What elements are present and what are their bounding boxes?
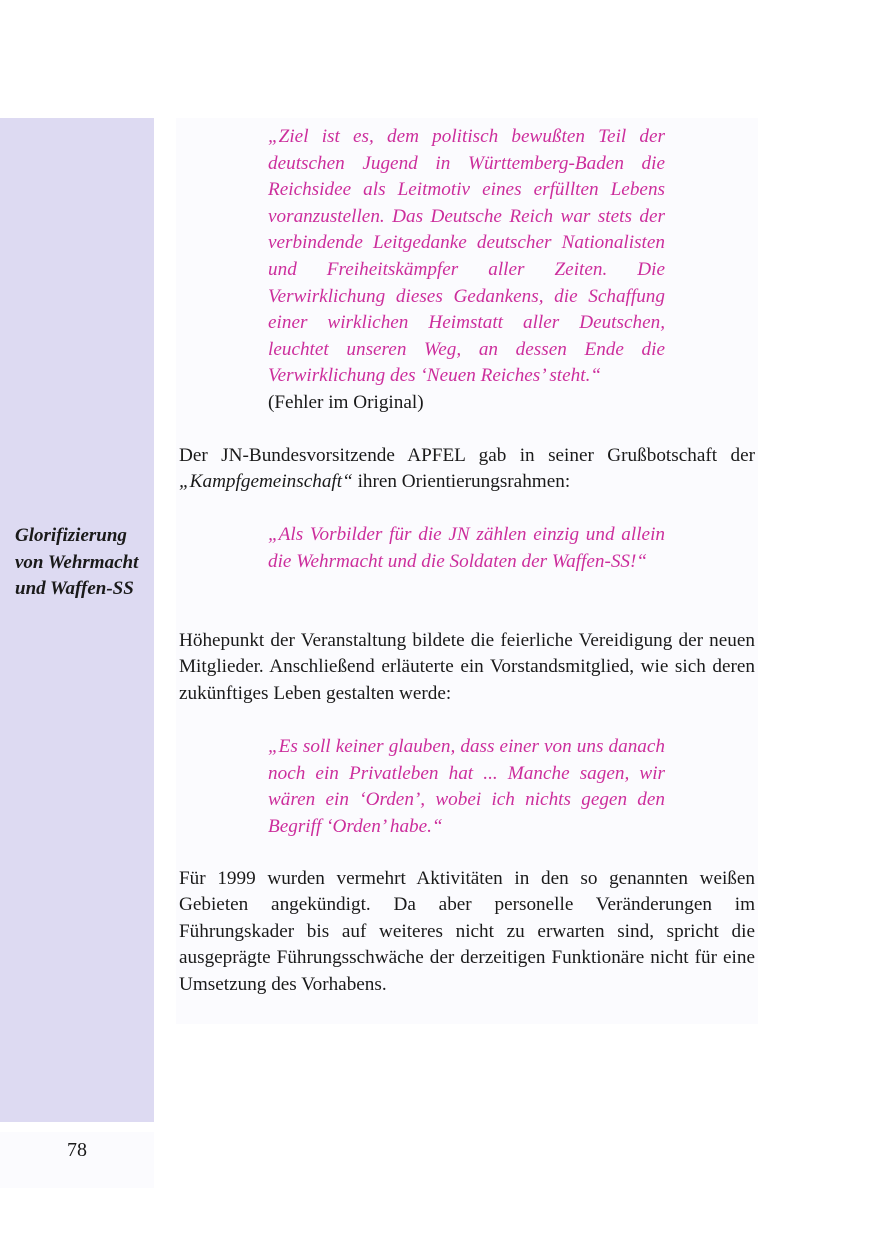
paragraph-italic: „Kampfgemeinschaft“ [179,471,353,493]
quote-vorbilder: „Als Vorbilder für die JN zählen einzig und allein die Wehrmacht und die Soldaten der Waffen-SS!“ [268,524,665,572]
margin-note-line: von Wehrmacht [15,551,139,573]
quote-note: (Fehler im Original) [268,392,424,413]
sidebar-panel [0,118,154,1122]
margin-note-line: Glorifizierung [15,525,127,546]
paragraph-text: ihren Orientierungsrahmen: [352,471,571,493]
paragraph-1999: Für 1999 wurden vermehrt Aktivitäten in den so genannten weißen Gebieten angekündigt. Da aber personelle Veränderungen im Führungskader bis auf weiteres nicht zu erwarten sind, spricht die ausgeprägte Führungsschwäche der derzeitigen Funktionäre nicht für eine Umsetzung des Vorhabens. [179,868,755,995]
margin-note [15,523,155,603]
quote-reichsidee: „Ziel ist es, dem politisch bewußten Teil der deutschen Jugend in Württemberg-Baden die Reichsidee als Leitmotiv eines erfüllten Lebens voranzustellen. Das Deutsche Reich war stets der verbindende Leitgedanke deutscher Nationalisten und Freiheitskämpfer aller Zeiten. Die Verwirklichung dieses Gedankens, die Schaffung einer wirklichen Heimstatt aller Deutschen, leuchtet unseren Weg, an dessen Ende die Verwirklichung des ‘Neuen Reiches’ steht.“ [268,126,665,387]
paragraph-apfel [179,443,755,496]
margin-note-line: und Waffen-SS [15,578,134,599]
page-number: 78 [67,1139,87,1161]
paragraph-vereidigung: Höhepunkt der Veranstaltung bildete die feierliche Vereidigung der neuen Mitglieder. Anschließend erläuterte ein Vorstandsmitglied, wie sich deren zukünftiges Leben gestalten werde: [179,630,755,704]
paragraph-text: Der JN-Bundesvorsitzende APFEL gab in seiner Grußbotschaft der [179,445,755,466]
quote-orden: „Es soll keiner glauben, dass einer von uns danach noch ein Privatleben hat ... Manche sagen, wir wären ein ‘Orden’, wobei ich nichts gegen den Begriff ‘Orden’ habe.“ [268,736,665,837]
